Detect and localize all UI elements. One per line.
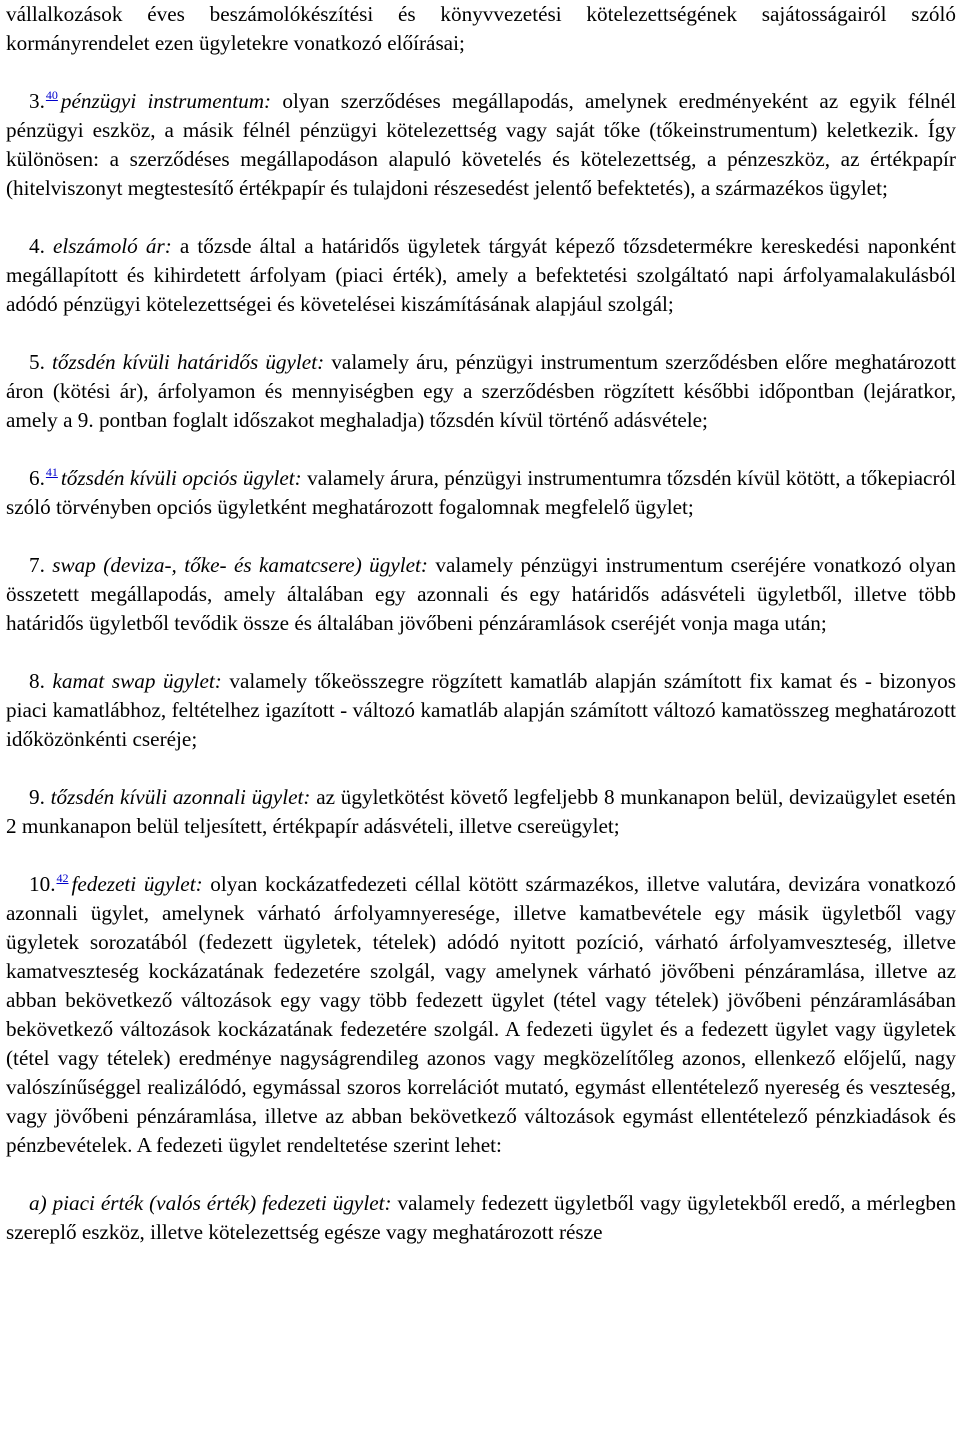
definition-text: valamely árura, pénzügyi instrumentumra tőzsdén kívül kötött, a tőkepiacról szóló törvényben opciós ügyletként meghatározott fogalomnak megfelelő ügylet; [6, 466, 957, 519]
definition-text: valamely fedezett ügyletből vagy ügyletekből eredő, a mérlegben szereplő eszköz, illetve kötelezettség egésze vagy meghatározott része [6, 1191, 957, 1244]
footnote-link-40[interactable]: 40 [45, 88, 58, 102]
item-number: 5. [29, 350, 45, 374]
defined-term: elszámoló ár: [53, 234, 172, 258]
definition-10 [6, 870, 956, 1160]
item-number: 6. [29, 466, 45, 490]
footnote-link-41[interactable]: 41 [45, 465, 58, 479]
definition-5 [6, 348, 956, 435]
definition-text: valamely áru, pénzügyi instrumentum szerződésben előre meghatározott áron (kötési ár), árfolyamon és mennyiségben egy a szerződésben rögzített későbbi időpontban (lejáratkor, amely a 9. pontban foglalt időszakot meghaladja) tőzsdén kívül történő adásvétele; [6, 350, 957, 432]
item-number: 4. [29, 234, 45, 258]
item-number: 10. [29, 872, 56, 896]
definition-4 [6, 232, 956, 319]
defined-term: tőzsdén kívüli azonnali ügylet: [50, 785, 311, 809]
definition-3 [6, 87, 956, 203]
document-page [6, 0, 956, 1247]
footnote-link-42[interactable]: 42 [56, 871, 69, 885]
definition-text: a tőzsde által a határidős ügyletek tárgyát képező tőzsdetermékre kereskedési naponként megállapított és kihirdetett árfolyam (piaci érték), amely a befektetési szolgáltató napi árfolyamalakulásból adódó pénzügyi kötelezettségei és követelései kiszámításának alapjául szolgál; [6, 234, 956, 316]
intro-text: vállalkozások éves beszámolókészítési és könyvvezetési kötelezettségének sajátosságairól szóló kormányrendelet ezen ügyletekre vonatkozó előírásai; [6, 2, 956, 55]
definition-7 [6, 551, 956, 638]
defined-term: tőzsdén kívüli opciós ügylet: [60, 466, 302, 490]
defined-term: kamat swap ügylet: [52, 669, 222, 693]
definition-8 [6, 667, 956, 754]
defined-term: swap (deviza-, tőke- és kamatcsere) ügylet: [52, 553, 428, 577]
definition-6 [6, 464, 956, 522]
defined-term: tőzsdén kívüli határidős ügylet: [52, 350, 325, 374]
definition-text: az ügyletkötést követő legfeljebb 8 munkanapon belül, devizaügylet esetén 2 munkanapon belül teljesített, értékpapír adásvételi, illetve csereügylet; [6, 785, 957, 838]
definition-10a [6, 1189, 956, 1247]
item-number: 9. [29, 785, 45, 809]
item-number: 8. [29, 669, 45, 693]
definition-text: olyan szerződéses megállapodás, amelynek eredményeként az egyik félnél pénzügyi eszköz, a másik félnél pénzügyi kötelezettség vagy saját tőke (tőkeinstrumentum) keletkezik. Így különösen: a szerződéses megállapodáson alapuló követelés és kötelezettség, a pénzeszköz, az értékpapír (hitelviszonyt megtestesítő értékpapír és tulajdoni részesedést jelentő befektetés), a származékos ügylet; [6, 89, 956, 200]
definition-text: valamely pénzügyi instrumentum cseréjére vonatkozó olyan összetett megállapodás, amely általában egy azonnali és egy határidős adásvételi ügyletből, illetve több határidős ügyletből tevődik össze és általában jövőbeni pénzáramlások cseréjét vonja maga után; [6, 553, 957, 635]
item-number: 3. [29, 89, 45, 113]
paragraph-intro [6, 0, 956, 58]
item-number: 7. [29, 553, 45, 577]
defined-term: a) piaci érték (valós érték) fedezeti ügylet: [29, 1191, 392, 1215]
defined-term: pénzügyi instrumentum: [60, 89, 272, 113]
definition-9 [6, 783, 956, 841]
definition-text: valamely tőkeösszegre rögzített kamatláb alapján számított fix kamat és - bizonyos piaci kamatlábhoz, feltételhez igazított - változó kamatláb alapján számított változó kamatösszeg meghatározott időközönkénti cseréje; [6, 669, 957, 751]
defined-term: fedezeti ügylet: [71, 872, 203, 896]
definition-text: olyan kockázatfedezeti céllal kötött származékos, illetve valutára, devizára vonatkozó azonnali ügylet, amelynek várható árfolyamnyeresége, illetve kamatbevétele egy másik ügyletből vagy ügyletek sorozatából (fedezett ügyletek, tételek) adódó nyitott pozíció, várható árfolyamveszteség, illetve kamatveszteség kockázatának fedezetére szolgál, vagy amelynek várható jövőbeni pénzáramlása, illetve az abban bekövetkező változások egy vagy több fedezett ügylet (tétel vagy tételek) jövőbeni pénzáramlásában bekövetkező változások kockázatának fedezetére szolgál. A fedezeti ügylet és a fedezett ügylet vagy ügyletek (tétel vagy tételek) eredménye nagyságrendileg azonos vagy megközelítőleg azonos, ellenkező előjelű, nagy valószínűséggel realizálódó, egymással szoros korrelációt mutató, egymást ellentételező nyereség és veszteség, vagy jövőbeni pénzáramlása, illetve az abban bekövetkező változások egymást ellentételező pénzkiadások és pénzbevételek. A fedezeti ügylet rendeltetése szerint lehet: [6, 872, 956, 1157]
